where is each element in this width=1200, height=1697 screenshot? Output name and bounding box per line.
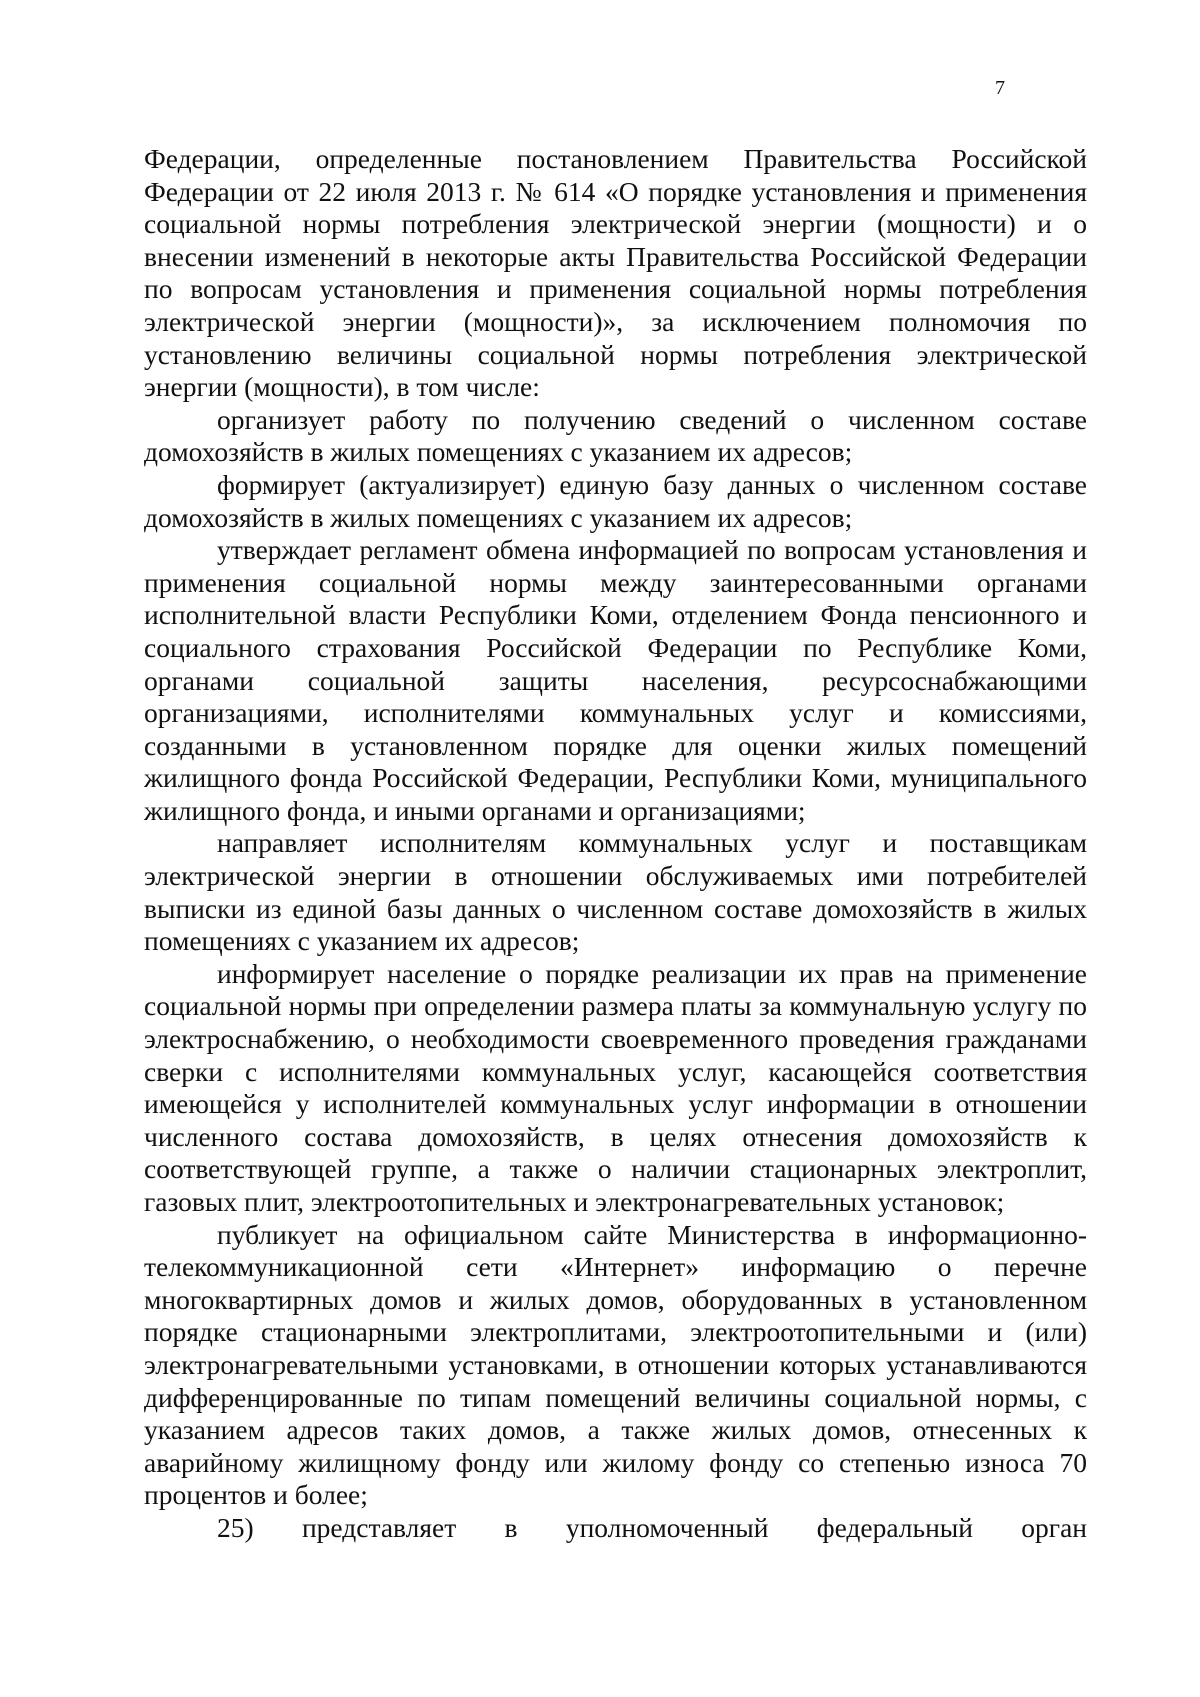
paragraph-item-25: 25) представляет в уполномоченный федеральный орган: [217, 1511, 1087, 1543]
document-body: [144, 143, 1087, 1545]
paragraph-organizes-work: организует работу по получению сведений о численном составе домохозяйств в жилых помещениях с указанием их адресов;: [144, 403, 1087, 468]
paragraph-publishes-list: публикует на официальном сайте Министерства в информационно-телекоммуникационной сети «Интернет» информацию о перечне многоквартирных домов и жилых домов, оборудованных в установленном порядке стационарными электроплитами, электроотопительными и (или) электронагревательными установками, в отношении которых устанавливаются дифференцированные по типам помещений величины социальной нормы, с указанием адресов таких домов, а также жилых домов, отнесенных к аварийному жилищному фонду или жилому фонду со степенью износа 70 процентов и более;: [144, 1218, 1087, 1511]
page-number: 7: [995, 77, 1005, 99]
paragraph-forms-database: формирует (актуализирует) единую базу данных о численном составе домохозяйств в жилых помещениях с указанием их адресов;: [144, 468, 1087, 533]
paragraph-sends-extracts: направляет исполнителям коммунальных услуг и поставщикам электрической энергии в отношении обслуживаемых ими потребителей выписки из единой базы данных о численном составе домохозяйств в жилых помещениях с указанием их адресов;: [144, 827, 1087, 957]
paragraph-continuation: Федерации, определенные постановлением Правительства Российской Федерации от 22 июля 2013 г. № 614 «О порядке установления и применения социальной нормы потребления электрической энергии (мощности) и о внесении изменений в некоторые акты Правительства Российской Федерации по вопросам установления и применения социальной нормы потребления электрической энергии (мощности)», за исключением полномочия по установлению величины социальной нормы потребления электрической энергии (мощности), в том числе:: [144, 143, 1087, 403]
paragraph-approves-regulation: утверждает регламент обмена информацией по вопросам установления и применения социальной нормы между заинтересованными органами исполнительной власти Республики Коми, отделением Фонда пенсионного и социального страхования Российской Федерации по Республике Коми, органами социальной защиты населения, ресурсоснабжающими организациями, исполнителями коммунальных услуг и комиссиями, созданными в установленном порядке для оценки жилых помещений жилищного фонда Российской Федерации, Республики Коми, муниципального жилищного фонда, и иными органами и организациями;: [144, 534, 1087, 826]
paragraph-informs-population: информирует население о порядке реализации их прав на применение социальной нормы при определении размера платы за коммунальную услугу по электроснабжению, о необходимости своевременного проведения гражданами сверки с исполнителями коммунальных услуг, касающейся соответствия имеющейся у исполнителей коммунальных услуг информации в отношении численного состава домохозяйств, в целях отнесения домохозяйств к соответствующей группе, а также о наличии стационарных электроплит, газовых плит, электроотопительных и электронагревательных установок;: [144, 957, 1087, 1217]
